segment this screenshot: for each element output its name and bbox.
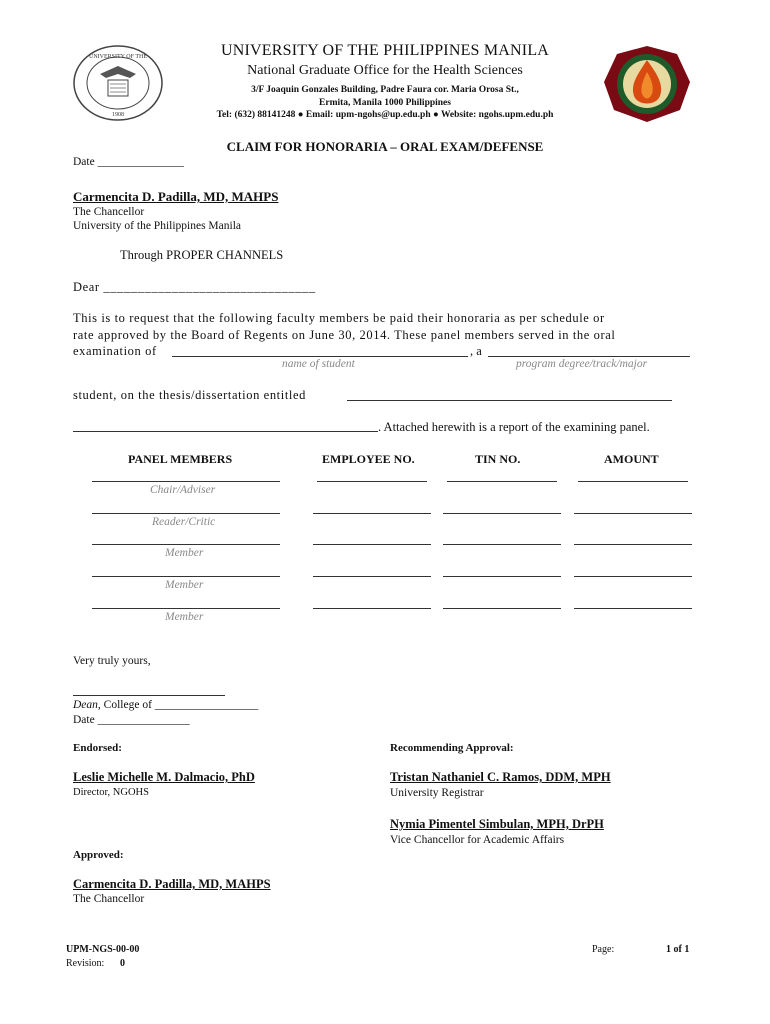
body-line-4: student, on the thesis/dissertation entitled: [73, 388, 306, 402]
hint-program: program degree/track/major: [516, 358, 648, 370]
col-employee-no: EMPLOYEE NO.: [322, 452, 415, 466]
vc-title: Vice Chancellor for Academic Affairs: [390, 834, 565, 846]
amount-field[interactable]: [574, 513, 692, 514]
hint-student: name of student: [282, 358, 355, 370]
revision-value: 0: [120, 958, 125, 969]
dean-line: [73, 699, 258, 711]
endorsed-title: Director, NGOHS: [73, 787, 149, 798]
form-title: CLAIM FOR HONORARIA – ORAL EXAM/DEFENSE: [226, 139, 544, 154]
role-label: Chair/Adviser: [150, 484, 216, 496]
dean-label: Dean,: [73, 699, 101, 711]
body-line-2: rate approved by the Board of Regents on June 30, 2014. These panel members served in the oral: [73, 328, 616, 342]
address-line-1: 3/F Joaquin Gonzales Building, Padre Faura cor. Maria Orosa St.,: [251, 85, 519, 95]
page-label: Page:: [592, 944, 615, 955]
vc-name: Nymia Pimentel Simbulan, MPH, DrPH: [390, 817, 604, 831]
tin-no-field[interactable]: [447, 481, 557, 482]
university-name: UNIVERSITY OF THE PHILIPPINES MANILA: [220, 42, 550, 59]
employee-no-field[interactable]: [313, 513, 431, 514]
employee-no-field[interactable]: [313, 544, 431, 545]
approved-label: Approved:: [73, 849, 124, 861]
panel-member-field[interactable]: [92, 544, 280, 545]
revision-label: Revision:: [66, 958, 105, 969]
tin-no-field[interactable]: [443, 576, 561, 577]
addressee-name: Carmencita D. Padilla, MD, MAHPS: [73, 189, 279, 204]
col-panel-members: PANEL MEMBERS: [128, 452, 233, 466]
addressee-title: The Chancellor: [73, 206, 145, 218]
contact-line: Tel: (632) 88141248 ● Email: upm-ngohs@up.edu.ph ● Website: ngohs.upm.edu.ph: [216, 110, 554, 120]
role-label: Member: [165, 547, 204, 559]
student-name-field[interactable]: [172, 356, 468, 357]
amount-field[interactable]: [574, 576, 692, 577]
page-value: 1 of 1: [666, 944, 690, 955]
doc-code: UPM-NGS-00-00: [66, 944, 140, 955]
dear-field[interactable]: Dear _______________________________: [73, 280, 316, 294]
panel-member-field[interactable]: [92, 608, 280, 609]
endorsed-label: Endorsed:: [73, 742, 122, 754]
salutation: Very truly yours,: [73, 655, 151, 667]
panel-member-field[interactable]: [92, 513, 280, 514]
registrar-name: Tristan Nathaniel C. Ramos, DDM, MPH: [390, 770, 611, 784]
date-field[interactable]: Date _______________: [73, 156, 184, 168]
employee-no-field[interactable]: [313, 608, 431, 609]
program-field[interactable]: [488, 356, 690, 357]
role-label: Reader/Critic: [152, 516, 216, 528]
office-name: National Graduate Office for the Health Sciences: [247, 63, 523, 78]
body-line-1: This is to request that the following faculty members be paid their honoraria as per schedule or: [73, 311, 605, 325]
employee-no-field[interactable]: [313, 576, 431, 577]
body-line-3-label: examination of: [73, 344, 157, 358]
role-label: Member: [165, 611, 204, 623]
body-line-5: . Attached herewith is a report of the examining panel.: [378, 420, 650, 434]
amount-field[interactable]: [578, 481, 688, 482]
recommending-label: Recommending Approval:: [390, 742, 514, 754]
body-line-3-sep: , a: [470, 344, 482, 358]
tin-no-field[interactable]: [443, 513, 561, 514]
addressee-org: University of the Philippines Manila: [73, 220, 242, 232]
through-line: Through PROPER CHANNELS: [120, 248, 284, 262]
role-label: Member: [165, 579, 204, 591]
tin-no-field[interactable]: [443, 608, 561, 609]
col-tin-no: TIN NO.: [475, 452, 521, 466]
thesis-title-field-cont[interactable]: [73, 431, 378, 432]
registrar-title: University Registrar: [390, 787, 484, 799]
endorsed-name: Leslie Michelle M. Dalmacio, PhD: [73, 770, 255, 784]
panel-member-field[interactable]: [92, 576, 280, 577]
amount-field[interactable]: [574, 544, 692, 545]
approved-title: The Chancellor: [73, 893, 145, 905]
svg-text:1908: 1908: [112, 112, 124, 118]
thesis-title-field[interactable]: [347, 400, 672, 401]
address-line-2: Ermita, Manila 1000 Philippines: [319, 98, 451, 108]
col-amount: AMOUNT: [604, 452, 659, 466]
tin-no-field[interactable]: [443, 544, 561, 545]
approved-name: Carmencita D. Padilla, MD, MAHPS: [73, 877, 271, 891]
panel-member-field[interactable]: [92, 481, 280, 482]
dean-date-field[interactable]: Date ________________: [73, 714, 190, 726]
dean-signature-field[interactable]: [73, 695, 225, 696]
college-field[interactable]: College of __________________: [103, 699, 259, 711]
amount-field[interactable]: [574, 608, 692, 609]
svg-text:UNIVERSITY OF THE: UNIVERSITY OF THE: [89, 54, 147, 60]
employee-no-field[interactable]: [317, 481, 427, 482]
